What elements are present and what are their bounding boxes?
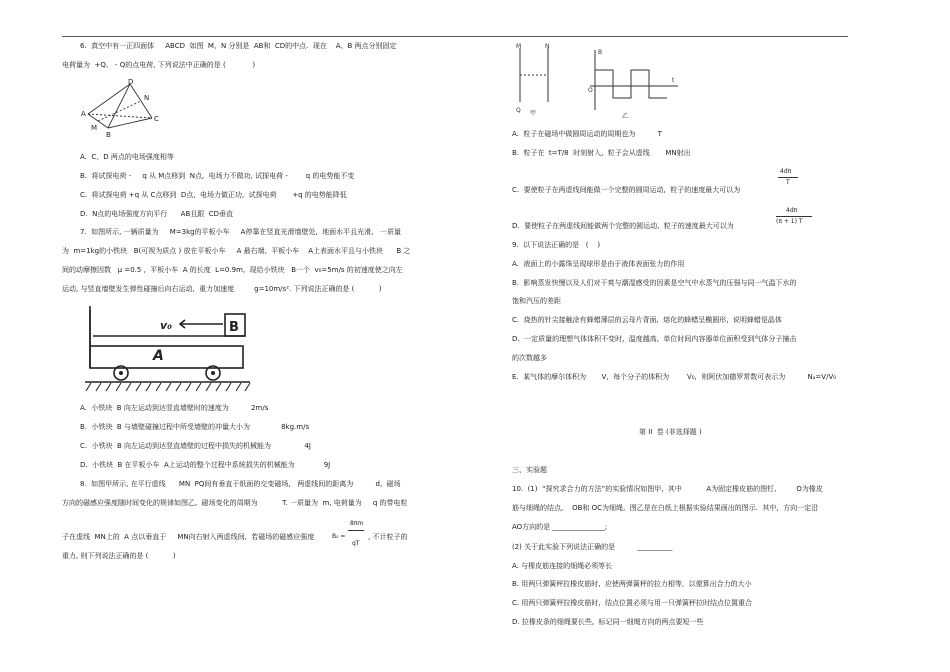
- q9-option-b-cont: 饱和汽压的差距: [512, 297, 561, 305]
- q7-option-b: B. 小铁块 B 与墙壁碰撞过程中所受墙壁的冲量大小为 8kg.m/s: [80, 423, 310, 431]
- section-title: 第 II 卷 (非选择题 ): [639, 428, 702, 436]
- q8-option-a: A. 粒子在磁场中做圆周运动的周期也为 T: [512, 130, 662, 138]
- q10-option-b: B. 用两只弹簧秤拉橡皮筋时, 应使两弹簧秤的拉力相等, 以便算出合力的大小: [512, 580, 752, 588]
- tetrahedron-figure: [80, 78, 160, 140]
- label-block-b: B: [229, 320, 239, 335]
- label-v0: v₀: [160, 319, 172, 332]
- wheel-left-hub: [119, 371, 123, 375]
- q10-part2: (2) 关于此实验下列说法正确的是 __________: [512, 543, 673, 551]
- q7-option-a: A. 小铁块 B 向左运动到达竖直墙壁时的速度为 2m/s: [80, 404, 269, 412]
- q9-option-a: A. 液面上的小露珠呈现球形是由于液体表面张力的作用: [512, 260, 685, 268]
- label-B: B: [106, 131, 111, 139]
- label-fig-origin: O: [588, 87, 593, 94]
- q6-option-c: C. 将试探电荷 +q 从 C点移到 D点, 电场力做正功, 试探电荷 +q 的电势能降低: [80, 191, 347, 199]
- q7-line3: 间的动摩擦因数 μ =0.5 , 平板小车 A 的长度 L=0.9m, 现给小铁块 B一个 v₀=5m/s 的初速度使之向左: [62, 266, 403, 274]
- top-rule: [62, 36, 848, 37]
- label-fig-b: B: [598, 49, 603, 56]
- magnetic-field-figure: [510, 40, 680, 120]
- q8-line3-tail: , 不计粒子的: [368, 533, 408, 541]
- edge-BC: [108, 118, 152, 128]
- label-cart-a: A: [153, 348, 164, 364]
- q9-stem: 9. 以下说法正确的是 ( ): [512, 241, 601, 249]
- q9-option-d: D. 一定质量的理想气体体积不变时, 温度越高, 单位时间内容器单位面积受到气体分子撞击: [512, 335, 797, 343]
- q8-option-b: B. 粒子在 t=T/8 时刻射入, 粒子会从虚线 MN射出: [512, 149, 691, 157]
- q7-line1: 7. 如图所示, 一辆质量为 M=3kg的平板小车 A停靠在竖直光滑墙壁处, 地面水平且光滑, 一质量: [80, 228, 402, 236]
- label-C: C: [154, 115, 159, 123]
- cart-block-figure: [85, 302, 255, 394]
- cart-a-body: [90, 346, 243, 368]
- label-fig-jia: 甲: [530, 110, 537, 117]
- q9-option-d-cont: 的次数越多: [512, 354, 547, 362]
- q7-line2: 为 m=1kg的小铁块 B(可视为质点 ) 放在平板小车 A 最右端, 平板小车 A上表面水平且与小铁块 B 之: [62, 247, 411, 255]
- q10-option-d: D. 拉橡皮条的细绳要长些, 标记同一细绳方向的两点要短一些: [512, 618, 704, 626]
- wheel-right-hub: [211, 371, 215, 375]
- q8-option-c: C. 要使粒子在两虚线间能做一个完整的圆周运动, 粒子的速度最大可以为: [512, 186, 741, 194]
- q9-option-b: B. 影响蒸发快慢以及人们对干爽与潮湿感受的因素是空气中水蒸气的压强与同一气温下水的: [512, 279, 797, 287]
- q7-line4: 运动, 与竖直墙壁发生弹性碰撞后向右运动, 重力加速度 g=10m/s². 下列说法正确的是 ( ): [62, 285, 382, 293]
- q10-line1: 10. (1) “探究求合力的方法”的实验情况如图甲, 其中 A为固定橡皮筋的图钉, O为橡皮: [512, 485, 823, 493]
- q8-c-frac-bar: [778, 177, 798, 178]
- label-D: D: [128, 78, 134, 86]
- q7-option-d: D. 小铁块 B 在平板小车 A上运动的整个过程中系统损失的机械能为 9J: [80, 461, 331, 469]
- q8-line1: 8. 如图甲所示, 在平行虚线 MN PQ间有垂直于纸面的交变磁场, 两虚线间的距离为 d, 磁场: [80, 480, 401, 488]
- q6-line1: 6. 真空中有一正四面体 ABCD 如图 M、N 分别是 AB和 CD的中点. 现在 A、B 两点分别固定: [80, 42, 397, 50]
- q8-d-frac-numerator: 4dπ: [786, 207, 798, 214]
- label-fig-q: Q: [516, 107, 521, 114]
- q6-option-d: D. N点的电场强度方向平行 AB且跟 CD垂直: [80, 210, 233, 218]
- q8-formula-numerator: 8πm: [350, 520, 364, 527]
- edge-AC: [88, 114, 152, 118]
- q8-line3: 子在虚线 MN上的 A 点以垂直于 MN向右射入两虚线间, 若磁场的磁感应强度: [62, 533, 315, 541]
- q8-formula-b0: B₀ =: [332, 533, 346, 540]
- label-A: A: [81, 110, 86, 118]
- q8-d-frac-bar: [776, 216, 812, 217]
- label-N: N: [144, 94, 150, 102]
- q6-line2: 电荷量为 +Q、 - Q的点电荷, 下列说法中正确的是 ( ): [62, 61, 256, 69]
- q10-line2: 筋与细绳的结点, OB和 OC为细绳, 图乙是在白纸上根据实验结果画出的图示. 其中, 方向一定沿: [512, 504, 819, 512]
- q6-option-a: A. C、D 两点的电场强度相等: [80, 153, 174, 161]
- b-waveform: [595, 70, 667, 98]
- q6-option-b: B. 将试探电荷 - q 从 M点移到 N点, 电场力不做功, 试探电荷 - q 的电势能不变: [80, 172, 355, 180]
- q10-option-a: A. 与橡皮筋连接的细绳必须等长: [512, 562, 613, 570]
- q7-option-c: C. 小铁块 B 向左运动到达竖直墙壁的过程中损失的机械能为 4J: [80, 442, 311, 450]
- q8-line2: 方向的磁感应强度随时间变化的规律如图乙, 磁场变化的周期为 T. 一质量为 m, 电荷量为 q 的带电粒: [62, 499, 408, 507]
- ground-hatching: [86, 383, 250, 391]
- q8-c-frac-numerator: 4dπ: [780, 168, 792, 175]
- q9-option-e: E. 某气体的摩尔体积为 V, 每个分子的体积为 V₀, 则阿伏加德罗常数可表示为 Nₐ=V/V₀: [512, 373, 837, 381]
- label-fig-t: t: [672, 77, 675, 84]
- section-3-heading: 三、实验题: [512, 466, 547, 474]
- label-fig-m: M: [516, 43, 522, 50]
- q9-option-c: C. 烧热的针尖接触涂有蜂蜡薄层的云母片背面, 熔化的蜂蜡呈椭圆形, 说明蜂蜡是晶体: [512, 316, 782, 324]
- q8-option-d: D. 要使粒子在两虚线间能做两个完整的圆运动, 粒子的速度最大可以为: [512, 222, 734, 230]
- q8-c-frac-denominator: T: [786, 179, 790, 186]
- q10-line3: AO方向的是 _______________;: [512, 523, 608, 531]
- q8-formula-denominator: qT: [352, 540, 360, 547]
- label-M: M: [91, 124, 98, 132]
- q10-option-c: C. 用两只弹簧秤拉橡皮筋时, 结点位置必须与用一只弹簧秤拉时结点位置重合: [512, 599, 753, 607]
- q8-d-frac-denominator: (π + 1) T: [776, 218, 803, 225]
- label-fig-n: N: [545, 43, 550, 50]
- q8-line4: 重力, 则下列说法正确的是 ( ): [62, 552, 176, 560]
- q8-formula-bar: [348, 530, 364, 531]
- edge-DB: [108, 84, 130, 128]
- label-fig-yi: 乙: [622, 113, 629, 120]
